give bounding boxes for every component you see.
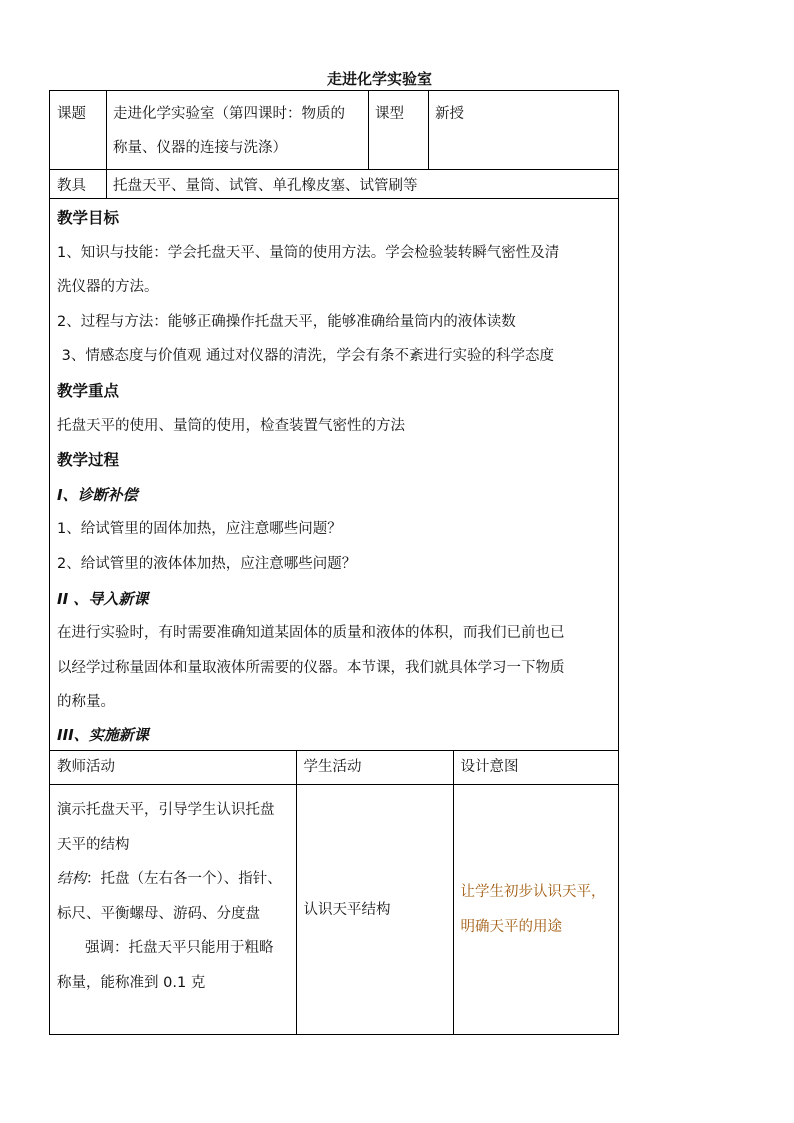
header-teacher-activity: 教师活动 [50,750,296,784]
document-page [49,68,618,1035]
structure-label: 结构 [57,871,86,888]
header-student-activity: 学生活动 [296,750,453,784]
activity-row [50,784,619,1035]
intent-line-2: 明确天平的用途 [460,918,562,935]
emphasis-text: ：托盘天平只能用于粗略 [114,940,274,957]
topic-line-2: 称量、仪器的连接与洗涤） [113,140,287,156]
intro-line-3: 的称量。 [57,694,115,711]
teacher-line-5 [57,931,290,966]
teacher-line-1: 演示托盘天平，引导学生认识托盘 [57,801,275,818]
goal-item-2: 2、过程与方法：能够正确操作托盘天平，能够准确给量筒内的液体读数 [57,313,516,330]
student-activity-cell: 认识天平结构 [296,784,453,1035]
intro-line-2: 以经学过称量固体和量取液体所需要的仪器。本节课，我们就具体学习一下物质 [57,659,565,676]
intro-line-1: 在进行实验时，有时需要准确知道某固体的质量和液体的体积，而我们已前也已 [57,625,565,642]
tools-value: 托盘天平、量筒、试管、单孔橡皮塞、试管刷等 [107,170,619,199]
structure-text: ：托盘（左右各一个）、指针、 [86,871,282,888]
teacher-activity-cell [50,784,296,1035]
topic-value [107,91,369,170]
main-content-cell [50,199,619,1035]
topic-line-1: 走进化学实验室（第四课时：物质的 [113,106,345,122]
key-points-heading: 教学重点 [57,381,120,400]
part1-heading: I、诊断补偿 [57,485,138,504]
emphasis-label: 强调 [85,940,114,957]
type-label: 课型 [369,91,429,170]
goal-item-1-line-2: 洗仪器的方法。 [57,279,159,296]
tools-row [50,170,619,199]
question-1: 1、给试管里的固体加热，应注意哪些问题？ [57,521,342,538]
part2-heading: II 、导入新课 [57,589,149,608]
topic-label: 课题 [50,91,107,170]
goal-item-3: 3、情感态度与价值观 通过对仪器的清洗，学会有条不紊进行实验的科学态度 [57,348,554,365]
teacher-line-4: 标尺、平衡螺母、游码、分度盘 [57,905,260,922]
topic-row [50,91,619,170]
intent-line-1: 让学生初步认识天平， [460,884,606,901]
activity-header-row [50,750,619,784]
key-points-text: 托盘天平的使用、量筒的使用，检查装置气密性的方法 [57,417,405,434]
lesson-plan-table [49,90,619,1035]
goal-item-1-line-1: 1、知识与技能：学会托盘天平、量筒的使用方法。学会检验装转瞬气密性及清 [57,244,560,261]
type-value: 新授 [429,91,619,170]
tools-label: 教具 [50,170,107,199]
teacher-line-6: 称量，能称准到 0.1 克 [57,974,206,991]
teacher-line-2: 天平的结构 [57,836,130,853]
main-content-row [50,199,619,1035]
question-2: 2、给试管里的液体体加热，应注意哪些问题？ [57,555,357,572]
goals-heading: 教学目标 [57,209,120,227]
design-intent-cell [453,784,619,1035]
part3-heading: III、实施新课 [57,725,149,744]
document-title: 走进化学实验室 [326,70,432,88]
header-design-intent: 设计意图 [453,750,619,784]
process-heading: 教学过程 [57,451,120,470]
activity-table [50,750,619,1035]
teacher-line-3 [57,862,290,897]
